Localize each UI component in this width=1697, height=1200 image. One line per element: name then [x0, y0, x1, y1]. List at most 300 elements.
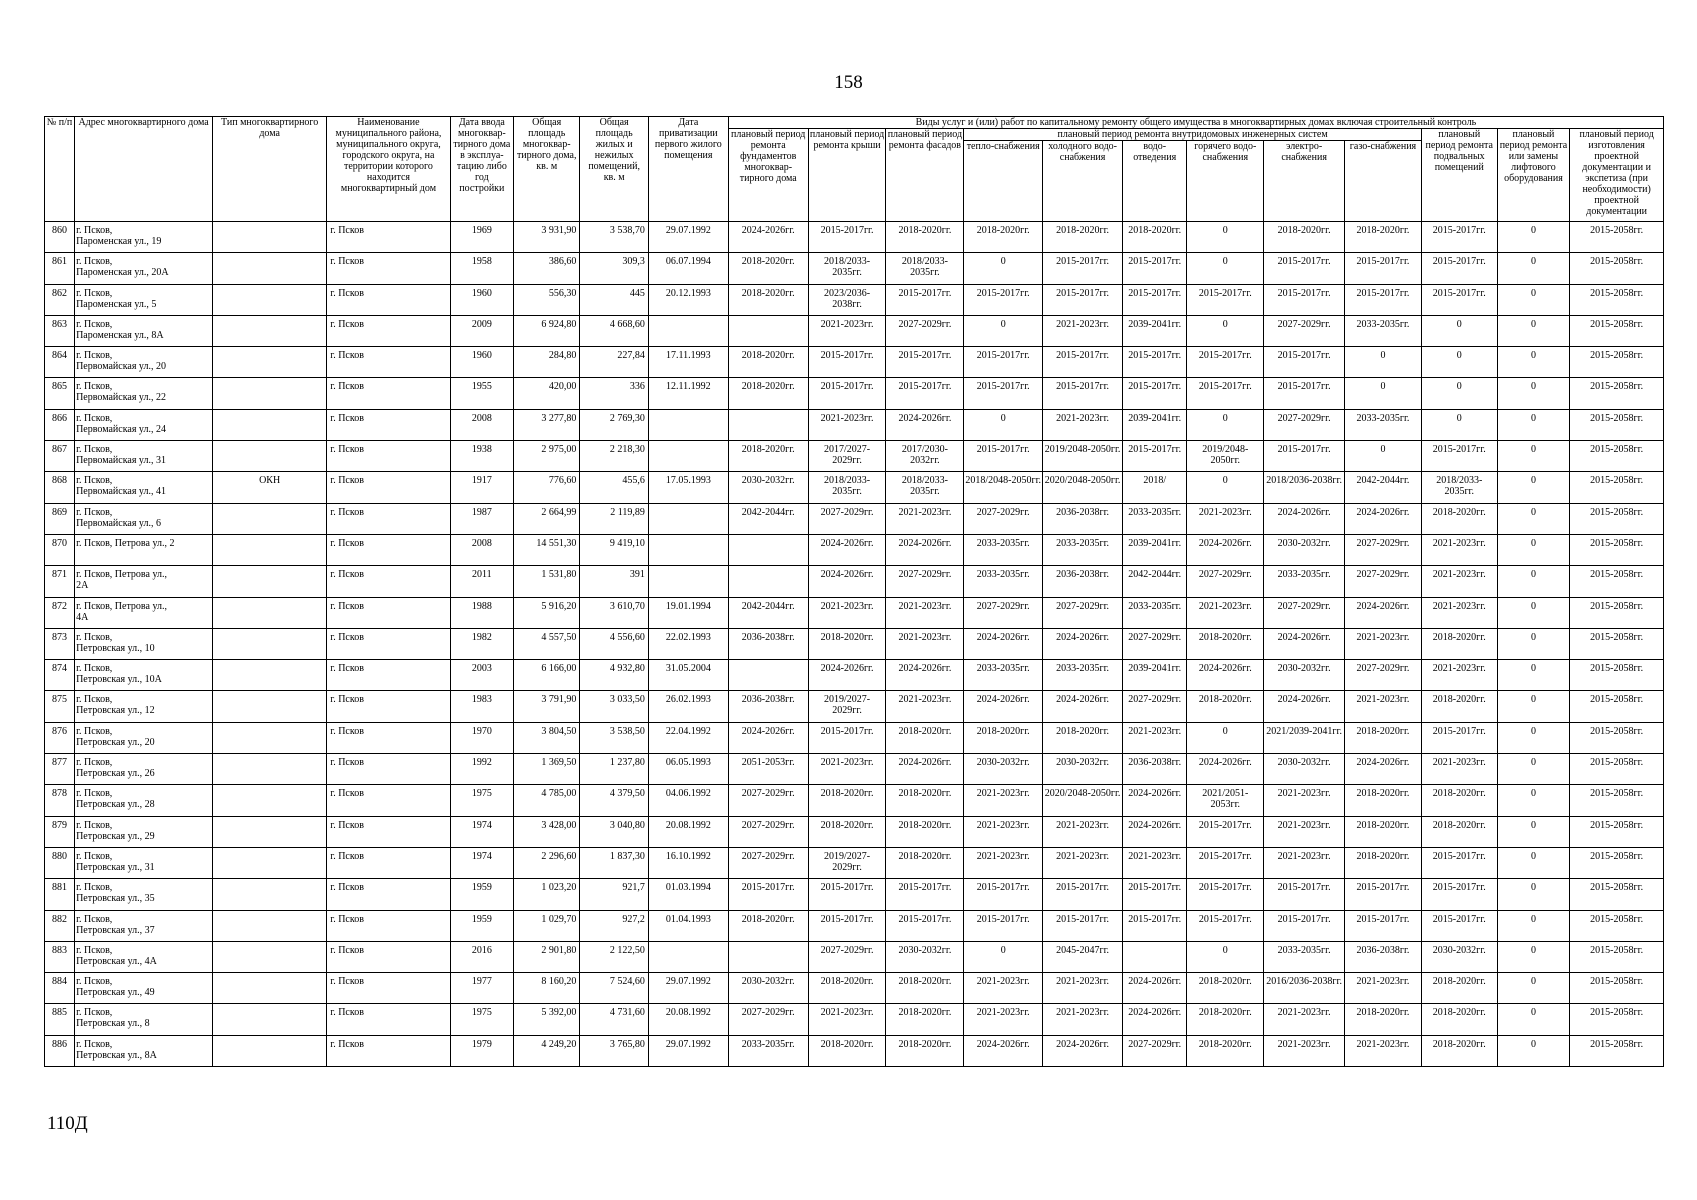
cell-heat: 2024-2026гг. — [964, 1035, 1043, 1066]
address-line-1: г. Псков, — [76, 725, 113, 737]
address-line-1: г. Псков, Петрова ул., — [76, 569, 168, 581]
cell-hot-water: 2015-2017гг. — [1187, 284, 1264, 315]
cell-design-docs: 2015-2058гг. — [1570, 378, 1664, 409]
cell-year: 1988 — [450, 597, 513, 628]
cell-hot-water: 0 — [1187, 409, 1264, 440]
cell-design-docs: 2015-2058гг. — [1570, 472, 1664, 503]
table-row — [45, 816, 1664, 847]
cell-address — [75, 284, 213, 315]
cell-municipality: г. Псков — [327, 910, 450, 941]
address-line-2: 2А — [76, 580, 89, 592]
cell-electric: 2033-2035гг. — [1264, 941, 1345, 972]
cell-privatization: 29.07.1992 — [648, 973, 728, 1004]
cell-total-area: 3 277,80 — [514, 409, 580, 440]
cell-privatization: 01.04.1993 — [648, 910, 728, 941]
cell-roof: 2024-2026гг. — [808, 534, 886, 565]
cell-roof: 2018/2033-2035гг. — [808, 472, 886, 503]
cell-design-docs: 2015-2058гг. — [1570, 566, 1664, 597]
cell-elevator: 0 — [1497, 347, 1570, 378]
cell-type — [213, 879, 327, 910]
cell-hot-water: 2024-2026гг. — [1187, 754, 1264, 785]
cell-cold-water: 2015-2017гг. — [1043, 253, 1123, 284]
cell-elevator: 0 — [1497, 315, 1570, 346]
cell-facade: 2024-2026гг. — [886, 754, 964, 785]
cell-type — [213, 284, 327, 315]
cell-heat: 2021-2023гг. — [964, 973, 1043, 1004]
cell-electric: 2033-2035гг. — [1264, 566, 1345, 597]
cell-facade: 2021-2023гг. — [886, 691, 964, 722]
address-line-1: г. Псков, — [76, 850, 113, 862]
cell-total-area: 2 901,80 — [514, 941, 580, 972]
cell-electric: 2015-2017гг. — [1264, 910, 1345, 941]
cell-gas: 2024-2026гг. — [1345, 597, 1422, 628]
address-line-1: г. Псков, — [76, 913, 113, 925]
address-line-1: г. Псков, — [76, 225, 113, 236]
cell-type — [213, 378, 327, 409]
cell-living-area: 1 237,80 — [580, 754, 648, 785]
header-facade: плановый период ремонта фасадов — [886, 129, 964, 222]
cell-type — [213, 816, 327, 847]
cell-elevator: 0 — [1497, 441, 1570, 472]
cell-address — [75, 347, 213, 378]
cell-municipality: г. Псков — [327, 597, 450, 628]
cell-roof: 2018-2020гг. — [808, 816, 886, 847]
cell-year: 1958 — [450, 253, 513, 284]
cell-cold-water: 2024-2026гг. — [1043, 691, 1123, 722]
cell-sewer: 2015-2017гг. — [1123, 378, 1187, 409]
cell-design-docs: 2015-2058гг. — [1570, 660, 1664, 691]
cell-hot-water: 2018-2020гг. — [1187, 973, 1264, 1004]
cell-gas: 2015-2017гг. — [1345, 879, 1422, 910]
address-line-2: Пароменская ул., 8А — [76, 329, 164, 341]
cell-heat: 2021-2023гг. — [964, 847, 1043, 878]
cell-year: 1974 — [450, 847, 513, 878]
cell-privatization: 22.04.1992 — [648, 722, 728, 753]
cell-privatization: 31.05.2004 — [648, 660, 728, 691]
cell-hot-water: 2027-2029гг. — [1187, 566, 1264, 597]
address-line-1: г. Псков, — [76, 287, 113, 299]
cell-total-area: 3 428,00 — [514, 816, 580, 847]
table-row — [45, 315, 1664, 346]
cell-electric: 2030-2032гг. — [1264, 660, 1345, 691]
cell-electric: 2018/2036-2038гг. — [1264, 472, 1345, 503]
cell-cold-water: 2027-2029гг. — [1043, 597, 1123, 628]
cell-hot-water: 2024-2026гг. — [1187, 534, 1264, 565]
cell-num: 883 — [45, 941, 75, 972]
address-line-2: Первомайская ул., 6 — [76, 517, 161, 529]
cell-cold-water: 2021-2023гг. — [1043, 847, 1123, 878]
cell-gas: 2042-2044гг. — [1345, 472, 1422, 503]
cell-address — [75, 847, 213, 878]
cell-design-docs: 2015-2058гг. — [1570, 597, 1664, 628]
cell-facade: 2024-2026гг. — [886, 409, 964, 440]
table-row — [45, 910, 1664, 941]
cell-type — [213, 973, 327, 1004]
cell-total-area: 4 785,00 — [514, 785, 580, 816]
cell-cold-water: 2033-2035гг. — [1043, 534, 1123, 565]
footer-code: 110Д — [47, 1113, 88, 1134]
cell-sewer: 2027-2029гг. — [1123, 691, 1187, 722]
header-heat: тепло-снабжения — [964, 141, 1043, 222]
cell-hot-water: 2015-2017гг. — [1187, 847, 1264, 878]
address-line-2: 4А — [76, 611, 89, 623]
cell-elevator: 0 — [1497, 222, 1570, 253]
cell-sewer: 2015-2017гг. — [1123, 441, 1187, 472]
cell-facade: 2018-2020гг. — [886, 847, 964, 878]
cell-privatization: 16.10.1992 — [648, 847, 728, 878]
address-line-2: Пароменская ул., 20А — [76, 267, 169, 279]
cell-design-docs: 2015-2058гг. — [1570, 315, 1664, 346]
cell-gas: 2015-2017гг. — [1345, 284, 1422, 315]
cell-roof: 2015-2017гг. — [808, 910, 886, 941]
cell-cold-water: 2021-2023гг. — [1043, 315, 1123, 346]
cell-total-area: 1 029,70 — [514, 910, 580, 941]
cell-year: 2016 — [450, 941, 513, 972]
address-line-1: г. Псков, — [76, 788, 113, 800]
cell-electric: 2021-2023гг. — [1264, 785, 1345, 816]
table-row — [45, 785, 1664, 816]
cell-heat: 2015-2017гг. — [964, 284, 1043, 315]
address-line-2: Петровская ул., 26 — [76, 768, 155, 780]
cell-basement: 2021-2023гг. — [1421, 660, 1497, 691]
cell-privatization: 29.07.1992 — [648, 222, 728, 253]
cell-design-docs: 2015-2058гг. — [1570, 847, 1664, 878]
address-line-1: г. Псков, — [76, 318, 113, 330]
cell-electric: 2015-2017гг. — [1264, 378, 1345, 409]
cell-municipality: г. Псков — [327, 816, 450, 847]
cell-gas: 2024-2026гг. — [1345, 503, 1422, 534]
cell-foundation: 2018-2020гг. — [728, 441, 808, 472]
cell-living-area: 309,3 — [580, 253, 648, 284]
cell-basement: 2021-2023гг. — [1421, 597, 1497, 628]
cell-municipality: г. Псков — [327, 284, 450, 315]
cell-design-docs: 2015-2058гг. — [1570, 222, 1664, 253]
cell-year: 1970 — [450, 722, 513, 753]
table-row — [45, 534, 1664, 565]
housing-repair-table — [44, 116, 1664, 1067]
cell-elevator: 0 — [1497, 566, 1570, 597]
cell-total-area: 1 023,20 — [514, 879, 580, 910]
cell-cold-water: 2015-2017гг. — [1043, 347, 1123, 378]
cell-hot-water: 0 — [1187, 253, 1264, 284]
header-roof: плановый период ремонта крыши — [808, 129, 886, 222]
cell-hot-water: 2018-2020гг. — [1187, 1035, 1264, 1066]
cell-gas: 2021-2023гг. — [1345, 973, 1422, 1004]
cell-sewer: 2033-2035гг. — [1123, 597, 1187, 628]
cell-electric: 2030-2032гг. — [1264, 754, 1345, 785]
cell-gas: 2021-2023гг. — [1345, 1035, 1422, 1066]
cell-electric: 2015-2017гг. — [1264, 441, 1345, 472]
cell-facade: 2024-2026гг. — [886, 660, 964, 691]
cell-facade: 2021-2023гг. — [886, 597, 964, 628]
cell-heat: 2015-2017гг. — [964, 378, 1043, 409]
cell-heat: 2018/2048-2050гг. — [964, 472, 1043, 503]
cell-privatization — [648, 409, 728, 440]
cell-hot-water: 0 — [1187, 315, 1264, 346]
cell-gas: 2027-2029гг. — [1345, 660, 1422, 691]
table-row — [45, 253, 1664, 284]
cell-roof: 2024-2026гг. — [808, 566, 886, 597]
cell-basement: 0 — [1421, 347, 1497, 378]
address-line-1: г. Псков, Петрова ул., — [76, 600, 168, 612]
cell-type — [213, 409, 327, 440]
cell-heat: 2021-2023гг. — [964, 1004, 1043, 1035]
cell-foundation — [728, 534, 808, 565]
cell-cold-water: 2015-2017гг. — [1043, 284, 1123, 315]
cell-design-docs: 2015-2058гг. — [1570, 879, 1664, 910]
address-line-2: Петровская ул., 8 — [76, 1018, 150, 1030]
cell-num: 885 — [45, 1004, 75, 1035]
cell-basement: 2018-2020гг. — [1421, 785, 1497, 816]
cell-design-docs: 2015-2058гг. — [1570, 534, 1664, 565]
cell-type — [213, 222, 327, 253]
address-line-1: г. Псков, — [76, 944, 113, 956]
cell-municipality: г. Псков — [327, 472, 450, 503]
cell-address — [75, 315, 213, 346]
cell-privatization — [648, 503, 728, 534]
cell-elevator: 0 — [1497, 879, 1570, 910]
cell-foundation: 2024-2026гг. — [728, 222, 808, 253]
table-row — [45, 660, 1664, 691]
cell-roof: 2015-2017гг. — [808, 222, 886, 253]
address-line-2: Петровская ул., 20 — [76, 736, 155, 748]
cell-facade: 2017/2030-2032гг. — [886, 441, 964, 472]
cell-basement: 2018/2033-2035гг. — [1421, 472, 1497, 503]
cell-heat: 0 — [964, 315, 1043, 346]
cell-privatization: 19.01.1994 — [648, 597, 728, 628]
cell-basement: 2030-2032гг. — [1421, 941, 1497, 972]
cell-type — [213, 566, 327, 597]
cell-gas: 2027-2029гг. — [1345, 566, 1422, 597]
table-body — [45, 222, 1664, 1067]
cell-facade: 2021-2023гг. — [886, 503, 964, 534]
cell-cold-water: 2024-2026гг. — [1043, 628, 1123, 659]
cell-year: 2009 — [450, 315, 513, 346]
header-hot-water: горячего водо-снабжения — [1187, 141, 1264, 222]
cell-gas: 2018-2020гг. — [1345, 816, 1422, 847]
cell-privatization: 17.05.1993 — [648, 472, 728, 503]
cell-privatization: 29.07.1992 — [648, 1035, 728, 1066]
cell-facade: 2018-2020гг. — [886, 222, 964, 253]
cell-facade: 2015-2017гг. — [886, 378, 964, 409]
cell-type — [213, 754, 327, 785]
cell-num: 886 — [45, 1035, 75, 1066]
cell-living-area: 4 731,60 — [580, 1004, 648, 1035]
cell-year: 2008 — [450, 534, 513, 565]
cell-roof: 2018-2020гг. — [808, 1035, 886, 1066]
cell-foundation: 2030-2032гг. — [728, 472, 808, 503]
cell-hot-water: 0 — [1187, 722, 1264, 753]
cell-year: 1977 — [450, 973, 513, 1004]
cell-hot-water: 2015-2017гг. — [1187, 347, 1264, 378]
cell-municipality: г. Псков — [327, 847, 450, 878]
cell-basement: 2015-2017гг. — [1421, 910, 1497, 941]
cell-elevator: 0 — [1497, 503, 1570, 534]
address-line-2: Петровская ул., 10А — [76, 674, 162, 686]
cell-elevator: 0 — [1497, 941, 1570, 972]
cell-address — [75, 722, 213, 753]
cell-municipality: г. Псков — [327, 222, 450, 253]
cell-address — [75, 691, 213, 722]
cell-hot-water: 2021-2023гг. — [1187, 597, 1264, 628]
cell-total-area: 556,30 — [514, 284, 580, 315]
cell-heat: 2021-2023гг. — [964, 816, 1043, 847]
cell-foundation: 2036-2038гг. — [728, 691, 808, 722]
address-line-2: Петровская ул., 49 — [76, 987, 155, 999]
cell-basement: 2018-2020гг. — [1421, 503, 1497, 534]
cell-privatization — [648, 441, 728, 472]
cell-basement: 2015-2017гг. — [1421, 847, 1497, 878]
cell-sewer: 2039-2041гг. — [1123, 660, 1187, 691]
cell-living-area: 2 119,89 — [580, 503, 648, 534]
cell-heat: 2033-2035гг. — [964, 660, 1043, 691]
cell-roof: 2024-2026гг. — [808, 660, 886, 691]
cell-basement: 2021-2023гг. — [1421, 566, 1497, 597]
header-address: Адрес многоквартирного дома — [75, 117, 213, 222]
cell-foundation: 2024-2026гг. — [728, 722, 808, 753]
cell-heat: 2027-2029гг. — [964, 503, 1043, 534]
cell-hot-water: 2019/2048-2050гг. — [1187, 441, 1264, 472]
cell-privatization — [648, 941, 728, 972]
header-sewer: водо-отведения — [1123, 141, 1187, 222]
cell-total-area: 4 557,50 — [514, 628, 580, 659]
cell-cold-water: 2015-2017гг. — [1043, 910, 1123, 941]
cell-living-area: 227,84 — [580, 347, 648, 378]
cell-gas: 0 — [1345, 347, 1422, 378]
cell-basement: 2018-2020гг. — [1421, 691, 1497, 722]
cell-heat: 2015-2017гг. — [964, 347, 1043, 378]
cell-foundation: 2030-2032гг. — [728, 973, 808, 1004]
address-line-2: Петровская ул., 4А — [76, 955, 157, 967]
cell-basement: 2015-2017гг. — [1421, 222, 1497, 253]
cell-privatization — [648, 534, 728, 565]
address-line-1: г. Псков, — [76, 381, 113, 393]
cell-electric: 2030-2032гг. — [1264, 534, 1345, 565]
cell-address — [75, 660, 213, 691]
cell-basement: 2021-2023гг. — [1421, 754, 1497, 785]
cell-sewer: 2021-2023гг. — [1123, 722, 1187, 753]
cell-basement: 2018-2020гг. — [1421, 816, 1497, 847]
header-municipality: Наименование муниципального района, муниципального округа, городского округа, на территории которого находится многоквартирный дом — [327, 117, 450, 222]
cell-municipality: г. Псков — [327, 754, 450, 785]
cell-elevator: 0 — [1497, 628, 1570, 659]
cell-sewer: 2018-2020гг. — [1123, 222, 1187, 253]
cell-elevator: 0 — [1497, 660, 1570, 691]
cell-living-area: 2 122,50 — [580, 941, 648, 972]
header-year: Дата ввода многоквар-тирного дома в эксплуа-тацию либо год постройки — [450, 117, 513, 222]
cell-municipality: г. Псков — [327, 347, 450, 378]
address-line-2: Петровская ул., 29 — [76, 830, 155, 842]
address-line-2: Пароменская ул., 5 — [76, 298, 157, 310]
cell-elevator: 0 — [1497, 910, 1570, 941]
cell-cold-water: 2036-2038гг. — [1043, 566, 1123, 597]
cell-hot-water: 2018-2020гг. — [1187, 691, 1264, 722]
cell-privatization: 06.05.1993 — [648, 754, 728, 785]
cell-design-docs: 2015-2058гг. — [1570, 691, 1664, 722]
cell-address — [75, 628, 213, 659]
cell-design-docs: 2015-2058гг. — [1570, 816, 1664, 847]
cell-cold-water: 2018-2020гг. — [1043, 222, 1123, 253]
cell-living-area: 391 — [580, 566, 648, 597]
cell-roof: 2017/2027-2029гг. — [808, 441, 886, 472]
cell-hot-water: 2024-2026гг. — [1187, 660, 1264, 691]
cell-roof: 2019/2027-2029гг. — [808, 847, 886, 878]
header-basement: плановый период ремонта подвальных помещений — [1421, 129, 1497, 222]
cell-total-area: 4 249,20 — [514, 1035, 580, 1066]
cell-design-docs: 2015-2058гг. — [1570, 910, 1664, 941]
header-num: № п/п — [45, 117, 75, 222]
cell-electric: 2027-2029гг. — [1264, 597, 1345, 628]
cell-municipality: г. Псков — [327, 315, 450, 346]
cell-gas: 0 — [1345, 378, 1422, 409]
cell-roof: 2021-2023гг. — [808, 409, 886, 440]
cell-cold-water: 2021-2023гг. — [1043, 973, 1123, 1004]
cell-heat: 2015-2017гг. — [964, 879, 1043, 910]
cell-address — [75, 1004, 213, 1035]
cell-address — [75, 441, 213, 472]
cell-heat: 2024-2026гг. — [964, 691, 1043, 722]
cell-foundation: 2051-2053гг. — [728, 754, 808, 785]
cell-num: 869 — [45, 503, 75, 534]
cell-basement: 2018-2020гг. — [1421, 628, 1497, 659]
address-line-1: г. Псков, — [76, 694, 113, 706]
cell-address — [75, 409, 213, 440]
cell-foundation: 2027-2029гг. — [728, 847, 808, 878]
cell-year: 1917 — [450, 472, 513, 503]
cell-living-area: 445 — [580, 284, 648, 315]
cell-sewer: 2027-2029гг. — [1123, 1035, 1187, 1066]
cell-basement: 2018-2020гг. — [1421, 1035, 1497, 1066]
table-row — [45, 847, 1664, 878]
cell-living-area: 3 538,70 — [580, 222, 648, 253]
cell-foundation — [728, 566, 808, 597]
cell-design-docs: 2015-2058гг. — [1570, 441, 1664, 472]
cell-sewer: 2027-2029гг. — [1123, 628, 1187, 659]
cell-elevator: 0 — [1497, 816, 1570, 847]
cell-facade: 2021-2023гг. — [886, 628, 964, 659]
cell-gas: 2018-2020гг. — [1345, 722, 1422, 753]
cell-total-area: 776,60 — [514, 472, 580, 503]
cell-roof: 2018-2020гг. — [808, 973, 886, 1004]
cell-num: 876 — [45, 722, 75, 753]
cell-sewer: 2024-2026гг. — [1123, 816, 1187, 847]
cell-electric: 2024-2026гг. — [1264, 628, 1345, 659]
cell-living-area: 3 040,80 — [580, 816, 648, 847]
cell-electric: 2021/2039-2041гг. — [1264, 722, 1345, 753]
address-line-2: Первомайская ул., 41 — [76, 486, 166, 498]
cell-design-docs: 2015-2058гг. — [1570, 785, 1664, 816]
cell-num: 868 — [45, 472, 75, 503]
cell-privatization: 20.08.1992 — [648, 816, 728, 847]
cell-total-area: 6 166,00 — [514, 660, 580, 691]
cell-total-area: 8 160,20 — [514, 973, 580, 1004]
cell-num: 866 — [45, 409, 75, 440]
cell-design-docs: 2015-2058гг. — [1570, 409, 1664, 440]
header-privatization: Дата приватизации первого жилого помещения — [648, 117, 728, 222]
header-works-group: Виды услуг и (или) работ по капитальному ремонту общего имущества в многоквартирных домах включая строительный контроль — [728, 117, 1663, 129]
cell-cold-water: 2020/2048-2050гг. — [1043, 785, 1123, 816]
cell-heat: 0 — [964, 941, 1043, 972]
cell-basement: 2018-2020гг. — [1421, 1004, 1497, 1035]
table-row — [45, 472, 1664, 503]
header-foundation: плановый период ремонта фундаментов многоквар-тирного дома — [728, 129, 808, 222]
cell-sewer: 2015-2017гг. — [1123, 284, 1187, 315]
cell-facade: 2024-2026гг. — [886, 534, 964, 565]
cell-sewer — [1123, 941, 1187, 972]
cell-type — [213, 597, 327, 628]
cell-sewer: 2021-2023гг. — [1123, 847, 1187, 878]
cell-municipality: г. Псков — [327, 660, 450, 691]
